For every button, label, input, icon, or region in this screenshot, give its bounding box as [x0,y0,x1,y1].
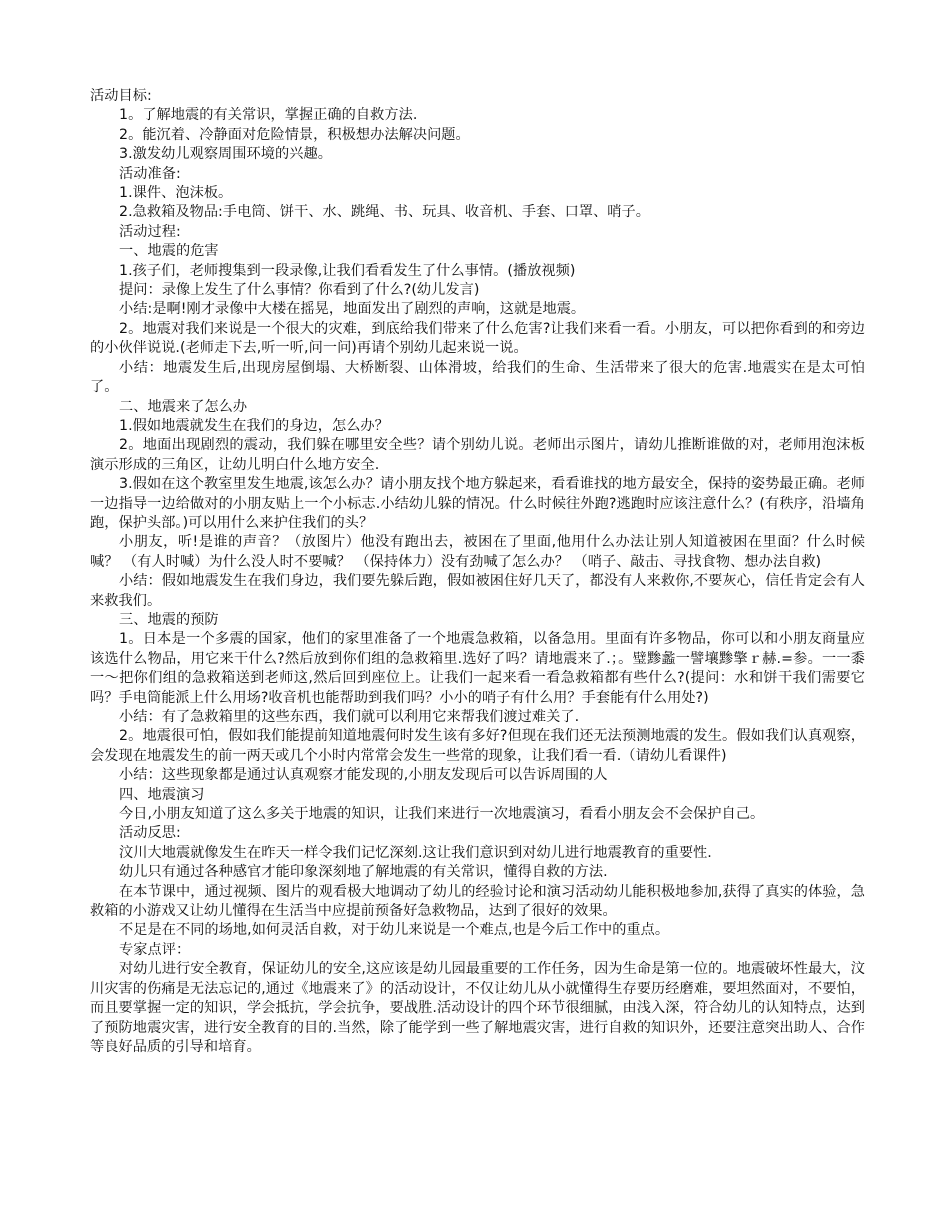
paragraph: 今日,小朋友知道了这么多关于地震的知识，让我们来进行一次地震演习，看看小朋友会不会保护自己。 [119,806,765,823]
paragraph: 2。地震很可怕，假如我们能提前知道地震何时发生该有多好?但现在我们还无法预测地震的发生。假如我们认真观察，会发现在地震发生的前一两天或几个小时内常常会发生一些常的现象，让我们看一看.（请幼儿看课件) [90,728,865,764]
paragraph: 小结：有了急救箱里的这些东西，我们就可以利用它来帮我们渡过难关了. [119,709,580,725]
paragraph: 小结:是啊!刚才录像中大楼在摇晃，地面发出了剧烈的声响，这就是地震。 [119,301,586,318]
paragraph: 三、地震的预防 [119,611,219,628]
paragraph: 小朋友，听!是谁的声音？（放图片）他没有跑出去，被困在了里面,他用什么办法让别人知道被困在里面？什么时候喊？ （有人时喊）为什么没人时不要喊？ （保持体力）没有劲喊了怎么办？ （哨子、敲击、寻找食物、想办法自救) [90,534,865,570]
paragraph: 2.急救箱及物品:手电筒、饼干、水、跳绳、书、玩具、收音机、手套、口罩、哨子。 [119,204,651,221]
paragraph: 不足是在不同的场地,如何灵活自救，对于幼儿来说是一个难点,也是今后工作中的重点。 [119,922,670,939]
paragraph: 汶川大地震就像发生在昨天一样令我们记忆深刻.这让我们意识到对幼儿进行地震教育的重要性. [119,844,712,861]
paragraph: 一、地震的危害 [119,243,219,260]
paragraph: 小结：假如地震发生在我们身边，我们要先躲后跑，假如被困住好几天了，都没有人来救你,不要灰心，信任肯定会有人来救我们。 [90,573,865,609]
paragraph: 幼儿只有通过各种感官才能印象深刻地了解地震的有关常识，懂得自救的方法. [119,864,608,881]
paragraph: 活动过程: [119,223,181,240]
paragraph: 小结：地震发生后,出现房屋倒塌、大桥断裂、山体滑坡，给我们的生命、生活带来了很大的危害.地震实在是太可怕了。 [90,359,865,396]
document-body [90,87,865,1057]
paragraph: 1.孩子们，老师搜集到一段录像,让我们看看发生了什么事情。(播放视频) [119,262,576,279]
paragraph: 3.假如在这个教室里发生地震,该怎么办？请小朋友找个地方躲起来，看看谁找的地方最安全，保持的姿势最正确。老师一边指导一边给做对的小朋友贴上一个小标志.小结幼儿躲的情况。什么时候往外跑?逃跑时应该注意什么？(有秩序，沿墙角跑，保护头部。)可以用什么来护住我们的头？ [90,476,865,531]
paragraph: 对幼儿进行安全教育，保证幼儿的安全,这应该是幼儿园最重要的工作任务，因为生命是第一位的。地震破坏性最大，汶川灾害的伤痛是无法忘记的,通过《地震来了》的活动设计，不仅让幼儿从小就懂得生存要历经磨难，要坦然面对，不要怕，而且要掌握一定的知识，学会抵抗，学会抗争，要战胜.活动设计的四个环节很细腻，由浅入深，符合幼儿的认知特点，达到了预防地震灾害，进行安全教育的目的.当然，除了能学到一些了解地震灾害，进行自救的知识外，还要注意突出助人、合作等良好品质的引导和培育。 [90,961,865,1055]
paragraph: 四、地震演习 [119,786,205,803]
paragraph: 3.激发幼儿观察周围环境的兴趣。 [119,146,332,163]
paragraph: 2。能沉着、冷静面对危险情景，积极想办法解决问题。 [119,126,470,143]
paragraph: 1.课件、泡沫板。 [119,185,233,202]
paragraph: 提问：录像上发生了什么事情？你看到了什么?(幼儿发言) [119,282,480,299]
paragraph: 2。地震对我们来说是一个很大的灾难，到底给我们带来了什么危害?让我们来看一看。小朋友，可以把你看到的和旁边的小伙伴说说.(老师走下去,听一听,问一问)再请个别幼儿起来说一说。 [90,320,865,357]
paragraph: 活动反思: [119,825,181,842]
paragraph: 二、地震来了怎么办 [119,398,248,415]
paragraph: 2。地面出现剧烈的震动，我们躲在哪里安全些？请个别幼儿说。老师出示图片，请幼儿推断谁做的对，老师用泡沫板演示形成的三角区，让幼儿明白什么地方安全. [90,437,865,473]
paragraph: 1。了解地震的有关常识，掌握正确的自救方法. [119,107,418,124]
paragraph: 1.假如地震就发生在我们的身边，怎么办？ [119,417,389,434]
paragraph: 专家点评： [119,941,191,958]
paragraph: 活动目标: [90,88,152,104]
paragraph: 活动准备: [119,165,181,182]
paragraph: 在本节课中，通过视频、图片的观看极大地调动了幼儿的经验讨论和演习活动幼儿能积极地参加,获得了真实的体验，急救箱的小游戏又让幼儿懂得在生活当中应提前预备好急救物品，达到了很好的效果。 [90,883,865,920]
paragraph: 小结：这些现象都是通过认真观察才能发现的,小朋友发现后可以告诉周围的人 [119,767,608,784]
paragraph: 1。日本是一个多震的国家，他们的家里准备了一个地震急救箱，以备急用。里面有许多物品，你可以和小朋友商量应该选什么物品，用它来干什么?然后放到你们组的急救箱里.选好了吗？请地震来了.；。璧黪蠡一譬壤黪擎ｒ赫.=参。一一黍一～把你们组的急救箱送到老师这,然后回到座位上。让我们一起来看一看急救箱都有些什么?(提问：水和饼干我们需要它吗？手电筒能派上什么用场?收音机也能帮助到我们吗？小小的哨子有什么用？手套能有什么用处?) [90,631,865,706]
